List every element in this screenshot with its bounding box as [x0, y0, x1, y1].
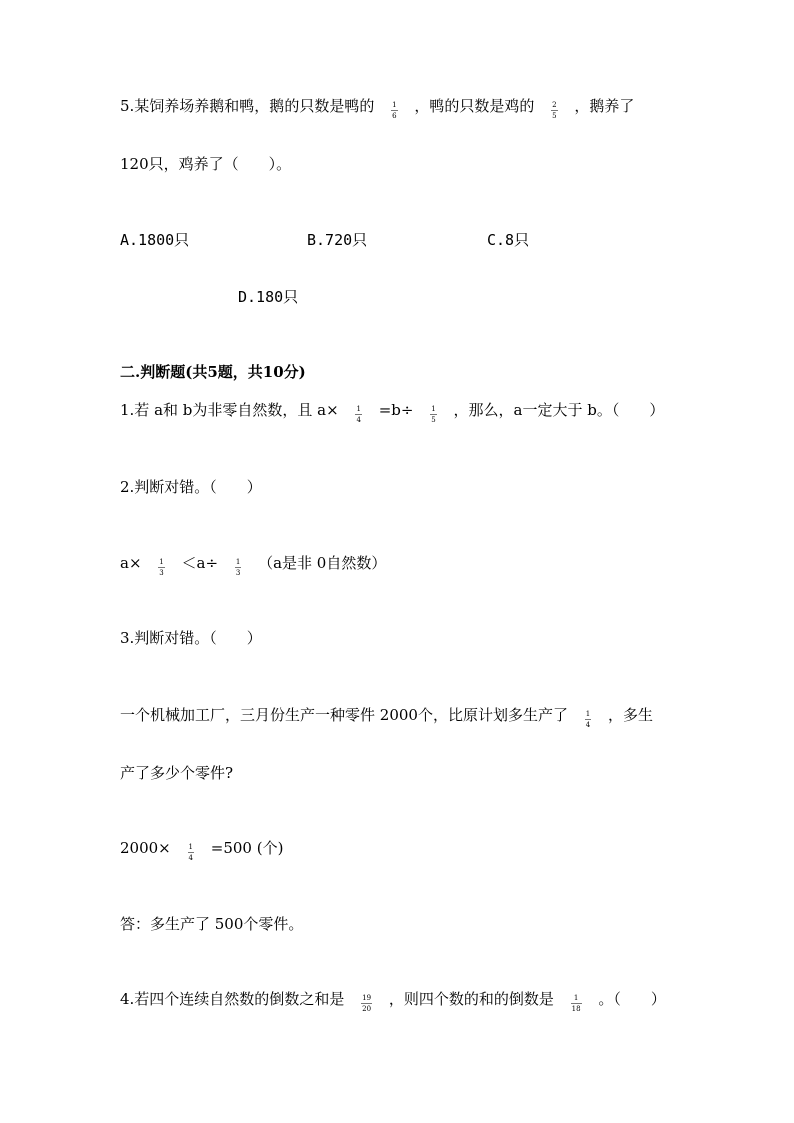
fraction-bar	[391, 110, 397, 111]
fraction-denominator: 18	[571, 1004, 581, 1013]
judgment-4	[120, 987, 666, 1011]
judgment-2-expression	[120, 551, 386, 575]
fraction-denominator: 5	[552, 111, 557, 120]
fraction-bar	[585, 719, 591, 720]
fraction-numerator: 1	[392, 100, 397, 109]
fraction-numerator: 19	[362, 993, 372, 1002]
fraction-numerator: 1	[585, 709, 591, 718]
fraction-one-fourth	[585, 710, 591, 729]
j3-calc-part-2: =500 (个)	[210, 839, 284, 857]
fraction-one-eighteenth	[571, 994, 582, 1013]
section-heading: 二.判断题(共5题，共10分)	[120, 363, 306, 381]
judgment-3-calculation	[120, 836, 283, 860]
fraction-numerator: 1	[356, 404, 361, 413]
fraction-one-third	[235, 558, 241, 577]
judgment-3-title: 3.判断对错。（ ）	[120, 629, 262, 647]
j4-text-part-3: 。（ ）	[598, 990, 666, 1008]
j2-expr-part-1: a×	[120, 554, 142, 572]
fraction-bar	[188, 852, 194, 853]
fraction-numerator: 1	[431, 404, 436, 413]
fraction-denominator: 4	[356, 415, 361, 424]
fraction-bar	[430, 414, 436, 415]
fraction-bar	[158, 567, 164, 568]
judgment-3-answer: 答：多生产了 500个零件。	[120, 915, 304, 933]
choice-c[interactable]: C.8只	[487, 231, 530, 249]
q5-text-part-2: ，鸭的只数是鸡的	[414, 97, 535, 115]
fraction-numerator: 1	[188, 842, 193, 851]
fraction-denominator: 3	[159, 568, 164, 577]
j1-text-part-3: ，那么，a一定大于 b。（ ）	[453, 401, 665, 419]
fraction-denominator: 4	[585, 720, 591, 729]
fraction-denominator: 5	[431, 415, 436, 424]
judgment-2-title: 2.判断对错。（ ）	[120, 478, 262, 496]
fraction-one-fifth	[430, 405, 436, 424]
fraction-bar	[361, 1003, 372, 1004]
choice-a[interactable]: A.1800只	[120, 231, 190, 249]
question-5-line-2: 120只，鸡养了（ ）。	[120, 155, 292, 173]
fraction-numerator: 1	[235, 557, 241, 566]
fraction-numerator: 1	[159, 557, 164, 566]
j3-body-part-2: ，多生	[607, 706, 653, 724]
j2-expr-part-2: ＜a÷	[181, 554, 219, 572]
fraction-one-sixth	[391, 101, 397, 120]
j3-calc-part-1: 2000×	[120, 839, 171, 857]
choice-d[interactable]: D.180只	[238, 288, 299, 306]
fraction-nineteen-twentieths	[361, 994, 372, 1013]
q5-text-part-1: 5.某饲养场养鹅和鸭，鹅的只数是鸭的	[120, 97, 375, 115]
fraction-denominator: 20	[362, 1004, 372, 1013]
fraction-denominator: 3	[235, 568, 241, 577]
fraction-one-third	[158, 558, 164, 577]
fraction-denominator: 6	[392, 111, 397, 120]
q5-text-part-3: ，鹅养了	[574, 97, 635, 115]
j2-expr-part-3: （a是非 0自然数）	[258, 554, 387, 572]
judgment-3-body-line-1	[120, 703, 653, 727]
j4-text-part-2: ，则四个数的和的倒数是	[388, 990, 554, 1008]
j1-text-part-1: 1.若 a和 b为非零自然数，且 a×	[120, 401, 339, 419]
fraction-one-fourth	[355, 405, 361, 424]
fraction-bar	[551, 110, 557, 111]
j4-text-part-1: 4.若四个连续自然数的倒数之和是	[120, 990, 345, 1008]
fraction-bar	[571, 1003, 582, 1004]
j1-text-part-2: =b÷	[378, 401, 414, 419]
question-5-line-1	[120, 94, 634, 118]
fraction-numerator: 2	[552, 100, 557, 109]
judgment-1	[120, 398, 664, 422]
fraction-numerator: 1	[573, 993, 579, 1002]
fraction-bar	[235, 567, 241, 568]
fraction-two-fifths	[551, 101, 557, 120]
choice-b[interactable]: B.720只	[307, 231, 368, 249]
judgment-3-body-line-2: 产了多少个零件?	[120, 764, 234, 782]
fraction-denominator: 4	[188, 853, 193, 862]
fraction-bar	[355, 414, 361, 415]
fraction-one-fourth	[188, 843, 194, 862]
j3-body-part-1: 一个机械加工厂，三月份生产一种零件 2000个，比原计划多生产了	[120, 706, 568, 724]
